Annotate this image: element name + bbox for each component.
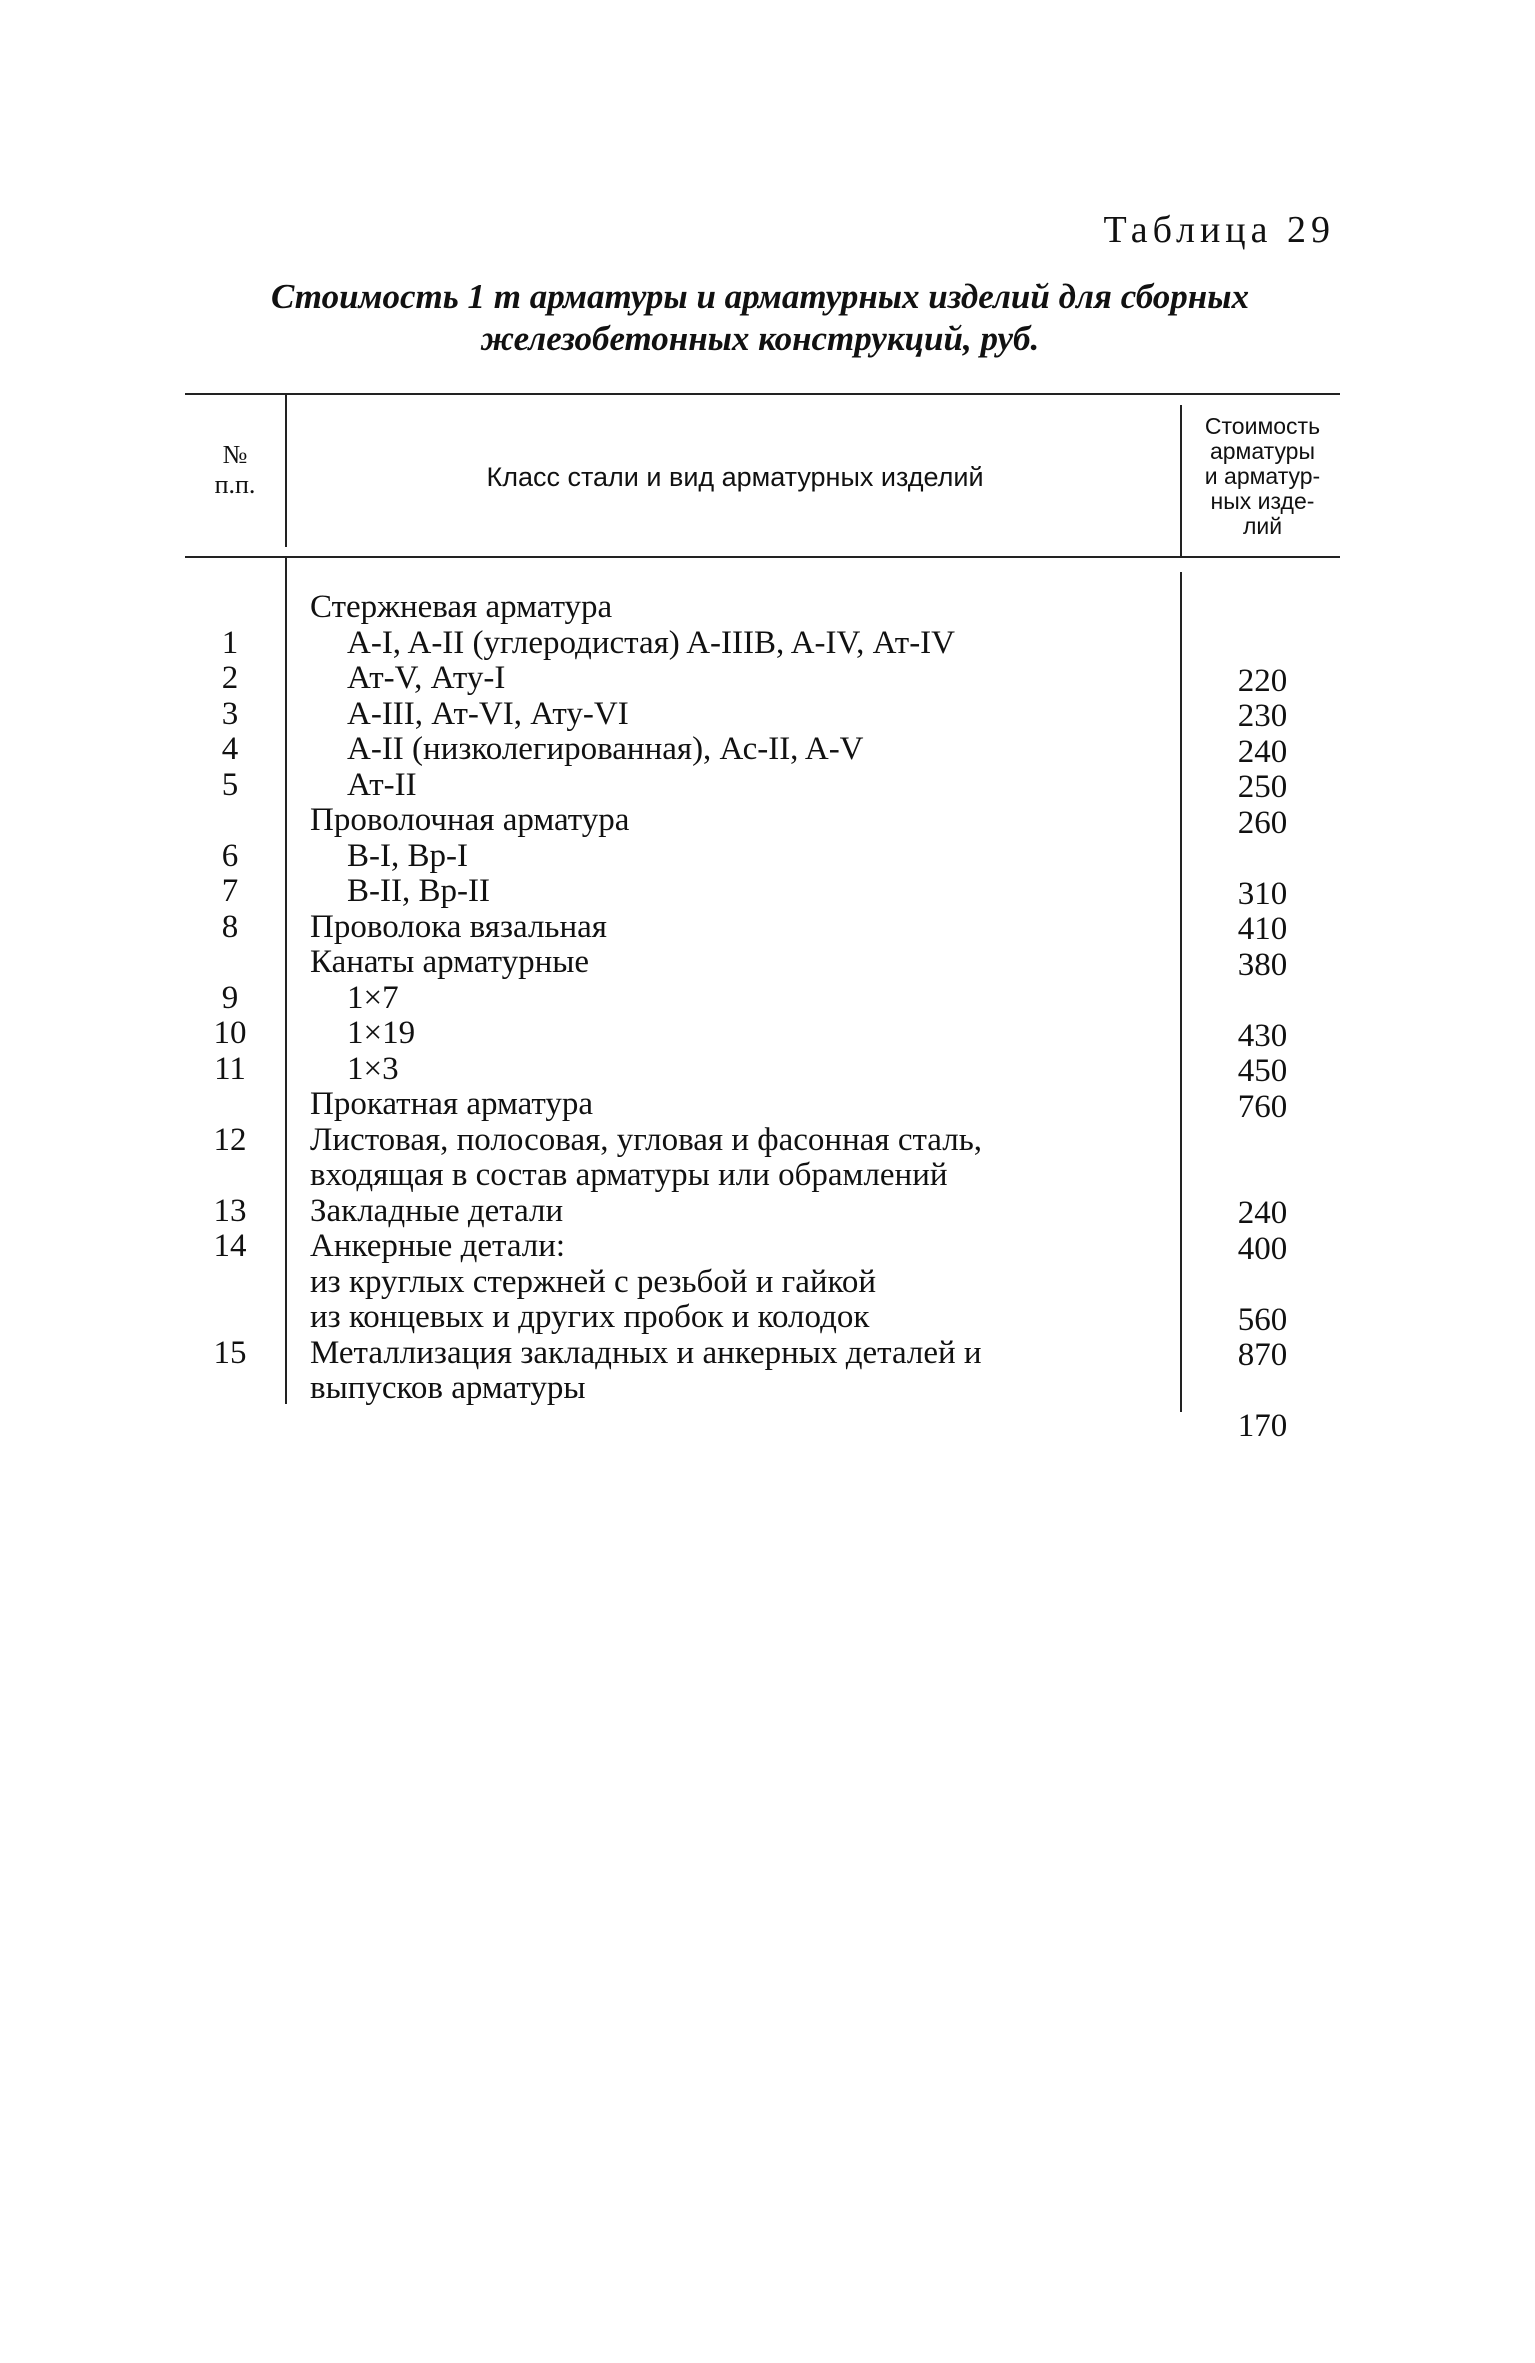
row-description: Анкерные детали:: [310, 1228, 566, 1264]
header-cost-line: лий: [1242, 513, 1283, 539]
row-number-column: [185, 590, 275, 1407]
row-cost-value: 870: [1237, 1337, 1288, 1373]
row-description: A-II (низколегированная), Ас-II, A-V: [347, 731, 864, 767]
row-description: Канаты арматурные: [310, 944, 590, 980]
header-number-sign: №: [222, 440, 248, 469]
row-number: 1: [221, 624, 239, 661]
row-number: 9: [221, 979, 239, 1016]
row-cost-value: 220: [1237, 662, 1288, 699]
header-cost-line: и арматур-: [1204, 463, 1321, 489]
row-cost-value: 310: [1237, 875, 1288, 912]
row-cost-value: [1185, 1267, 1340, 1303]
table-title-line-2: железобетонных конструкций, руб.: [480, 319, 1040, 358]
row-cost-value: 260: [1237, 804, 1288, 841]
row-description: Ат-V, Ату-I: [347, 660, 506, 696]
row-number: [185, 590, 275, 626]
row-number: 11: [214, 1050, 246, 1087]
row-description: Проволока вязальная: [310, 908, 607, 945]
header-cost-line: Стоимость: [1204, 413, 1321, 439]
row-cost-value: [1185, 1374, 1340, 1410]
row-cost-value: 170: [1237, 1408, 1288, 1444]
row-description: Закладные детали: [310, 1192, 564, 1229]
row-cost-value: 380: [1237, 946, 1288, 983]
table-top-rule: [185, 393, 1340, 395]
row-text-column: [310, 590, 1170, 1407]
row-number: [185, 803, 275, 839]
row-description: из концевых и других пробок и колодок: [310, 1299, 870, 1335]
row-description: B-II, Bp-II: [347, 873, 490, 909]
row-description: A-III, Ат-VI, Ату-VI: [347, 695, 629, 732]
row-number: 2: [221, 660, 239, 696]
row-description: Металлизация закладных и анкерных деталей и: [310, 1334, 982, 1371]
row-cost-value: [1185, 628, 1340, 664]
row-number: [185, 1265, 275, 1301]
row-number: 4: [221, 731, 239, 767]
row-cost-value: 560: [1237, 1301, 1288, 1338]
header-divider-num: [285, 395, 287, 547]
header-bottom-rule: [185, 556, 1340, 558]
header-number-cell: [185, 440, 285, 500]
row-description: выпусков арматуры: [310, 1370, 586, 1406]
header-divider-cost: [1180, 405, 1182, 557]
row-cost-value: 760: [1237, 1088, 1288, 1125]
row-description: Стержневая арматура: [310, 589, 613, 625]
row-number: 5: [221, 766, 239, 803]
row-description: Прокатная арматура: [310, 1086, 594, 1122]
row-description: B-I, Bp-I: [347, 837, 468, 874]
row-number: [185, 1158, 275, 1194]
table-number: Таблица 29: [1103, 209, 1335, 251]
row-number: 10: [213, 1015, 247, 1051]
row-description: A-I, A-II (углеродистая) A-IIIB, A-IV, Ат-IV: [347, 624, 956, 661]
row-cost-value: 230: [1237, 698, 1288, 734]
row-number: 13: [213, 1192, 247, 1229]
row-description: Листовая, полосовая, угловая и фасонная сталь,: [310, 1121, 982, 1158]
row-number: 14: [213, 1228, 247, 1264]
row-description: из круглых стержней с резьбой и гайкой: [310, 1263, 877, 1300]
row-description: Проволочная арматура: [310, 802, 630, 838]
body-divider-num: [285, 558, 287, 1404]
row-cost-value: 240: [1237, 733, 1288, 770]
row-cost-value: [1185, 1161, 1340, 1197]
row-description: 1×3: [347, 1050, 399, 1087]
header-cost-cell: [1185, 414, 1340, 539]
row-cost-value: [1185, 841, 1340, 877]
row-cost-value: 250: [1237, 769, 1288, 805]
row-cost-value: [1185, 983, 1340, 1019]
row-description: 1×7: [347, 979, 399, 1016]
row-cost-value: 410: [1237, 911, 1288, 947]
header-cost-line: арматуры: [1209, 438, 1316, 464]
row-cost-value: 240: [1237, 1195, 1288, 1231]
row-number: 15: [213, 1334, 247, 1371]
row-number: [185, 1087, 275, 1123]
row-cost-value: 400: [1237, 1230, 1288, 1267]
row-number: [185, 945, 275, 981]
row-number: 6: [221, 837, 239, 874]
row-number: 3: [221, 695, 239, 732]
row-number: [185, 1371, 275, 1407]
row-description: Ат-II: [347, 766, 417, 803]
row-description: 1×19: [347, 1015, 416, 1051]
body-divider-cost: [1180, 572, 1182, 1412]
row-number: 7: [221, 873, 239, 909]
row-number: 12: [213, 1121, 247, 1158]
table-title: [230, 276, 1290, 360]
header-number-abbr: п.п.: [214, 470, 256, 499]
header-cost-line: ных изде-: [1210, 488, 1315, 514]
row-description: входящая в состав арматуры или обрамлений: [310, 1157, 948, 1193]
row-number: 8: [221, 908, 239, 945]
row-value-column: [1185, 628, 1340, 1445]
row-cost-value: 430: [1237, 1017, 1288, 1054]
row-cost-value: 450: [1237, 1053, 1288, 1089]
header-class-cell: Класс стали и вид арматурных изделий: [486, 462, 984, 492]
row-cost-value: [1185, 1125, 1340, 1161]
row-number: [185, 1300, 275, 1336]
table-title-line-1: Стоимость 1 т арматуры и арматурных изделий для сборных: [270, 277, 1250, 316]
